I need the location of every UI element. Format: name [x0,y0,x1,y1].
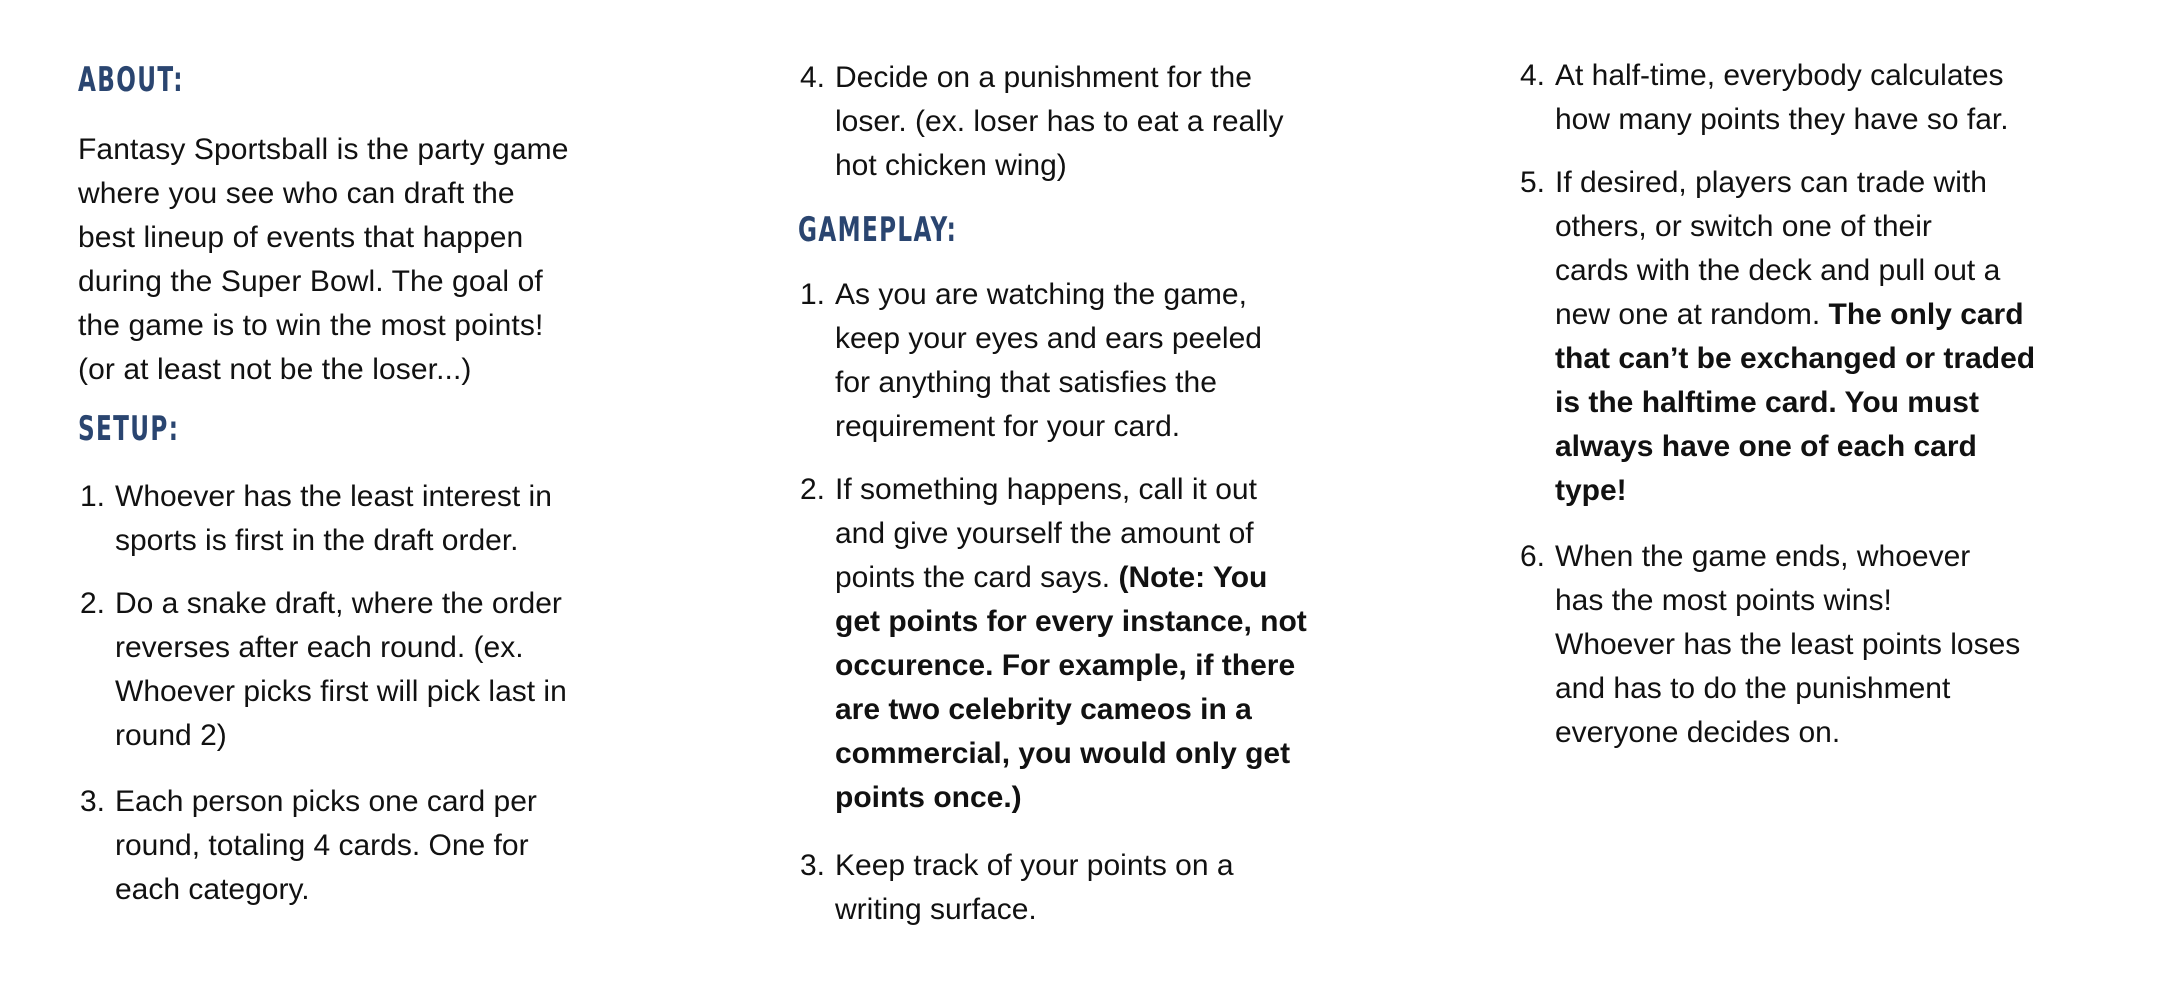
bold-text: is the halftime card. You must [1555,386,1979,419]
bold-text: are two celebrity cameos in a [835,693,1252,726]
list-item-text [115,780,537,912]
text-line [835,512,1307,556]
text-line [835,888,1234,932]
list-number: 3. [800,849,826,882]
list-number: 4. [800,61,826,94]
text-line [115,868,537,912]
gameplay-heading: GAMEPLAY: [798,210,958,250]
setup-heading: SETUP: [78,409,180,449]
bold-text: The only card [1828,298,2024,331]
text: others, or switch one of their [1555,210,1932,243]
text-line [1555,249,2035,293]
text: best lineup of events that happen [78,221,524,254]
text: If desired, players can trade with [1555,166,1987,199]
text-line [78,128,569,172]
list-number: 1. [800,278,826,311]
bold-text: get points for every instance, not [835,605,1307,638]
text: As you are watching the game, [835,278,1247,311]
text-line [1555,54,2009,98]
text-line [115,714,567,758]
text-line [835,468,1307,512]
text-line [115,582,567,626]
text-line [835,361,1262,405]
list-number: 3. [80,785,106,818]
text-line [115,824,537,868]
list-item-text [835,273,1262,449]
text-line [835,317,1262,361]
text-line [1555,293,2035,337]
text-line [1555,535,2020,579]
list-number: 6. [1520,540,1546,573]
text: requirement for your card. [835,410,1181,443]
text: cards with the deck and pull out a [1555,254,2001,287]
text-line [835,405,1262,449]
text-line [1555,425,2035,469]
text-line [835,600,1307,644]
text-line [78,260,569,304]
text-line [1555,337,2035,381]
text: points the card says. [835,561,1119,594]
text: hot chicken wing) [835,149,1067,182]
text-line [835,56,1284,100]
bold-text: points once.) [835,781,1022,814]
list-item-text [835,468,1307,820]
list-item-text [1555,161,2035,513]
text: Whoever has the least points loses [1555,628,2021,661]
text-line [835,100,1284,144]
text: everyone decides on. [1555,716,1841,749]
list-number: 2. [80,587,106,620]
bold-text: type! [1555,474,1627,507]
text-line [115,626,567,670]
list-number: 4. [1520,59,1546,92]
list-item-text [115,582,567,758]
list-number: 2. [800,473,826,506]
text: for anything that satisfies the [835,366,1217,399]
text-line [115,519,552,563]
text: loser. (ex. loser has to eat a really [835,105,1284,138]
about-paragraph [78,128,569,392]
text-line [78,304,569,348]
bold-text: occurence. For example, if there [835,649,1296,682]
text-line [78,172,569,216]
bold-text: commercial, you would only get [835,737,1291,770]
text-line [1555,205,2035,249]
text: has the most points wins! [1555,584,1892,617]
text: When the game ends, whoever [1555,540,1971,573]
text: Keep track of your points on a [835,849,1234,882]
text-line [1555,161,2035,205]
text: (or at least not be the loser...) [78,353,472,386]
text: and give yourself the amount of [835,517,1254,550]
text: At half-time, everybody calculates [1555,59,2004,92]
text-line [835,644,1307,688]
text: Whoever has the least interest in [115,480,552,513]
text-line [1555,98,2009,142]
text-line [835,556,1307,600]
text: where you see who can draft the [78,177,515,210]
text: keep your eyes and ears peeled [835,322,1262,355]
text-line [1555,667,2020,711]
text-line [115,475,552,519]
text: new one at random. [1555,298,1829,331]
bold-text: always have one of each card [1555,430,1977,463]
text-line [1555,579,2020,623]
text: during the Super Bowl. The goal of [78,265,543,298]
text: round, totaling 4 cards. One for [115,829,529,862]
text-line [1555,469,2035,513]
text: the game is to win the most points! [78,309,544,342]
text: Whoever picks first will pick last in [115,675,567,708]
text: sports is first in the draft order. [115,524,519,557]
text: round 2) [115,719,227,752]
text-line [835,776,1307,820]
text-line [835,273,1262,317]
text-line [835,688,1307,732]
text-line [1555,381,2035,425]
list-number: 1. [80,480,106,513]
text: Each person picks one card per [115,785,537,818]
bold-text: that can’t be exchanged or traded [1555,342,2036,375]
text: Do a snake draft, where the order [115,587,562,620]
text: how many points they have so far. [1555,103,2009,136]
text: If something happens, call it out [835,473,1257,506]
list-item-text [1555,535,2020,755]
list-item-text [1555,54,2009,142]
text: each category. [115,873,310,906]
text: and has to do the punishment [1555,672,1951,705]
text: Decide on a punishment for the [835,61,1252,94]
text-line [835,144,1284,188]
list-item-text [835,56,1284,188]
about-heading: ABOUT: [78,60,184,100]
text: reverses after each round. (ex. [115,631,524,664]
list-number: 5. [1520,166,1546,199]
text-line [78,216,569,260]
text-line [1555,623,2020,667]
text: Fantasy Sportsball is the party game [78,133,569,166]
text-line [835,732,1307,776]
text-line [835,844,1234,888]
text: writing surface. [835,893,1037,926]
text-line [1555,711,2020,755]
bold-text: (Note: You [1118,561,1268,594]
text-line [115,780,537,824]
list-item-text [835,844,1234,932]
list-item-text [115,475,552,563]
text-line [78,348,569,392]
text-line [115,670,567,714]
